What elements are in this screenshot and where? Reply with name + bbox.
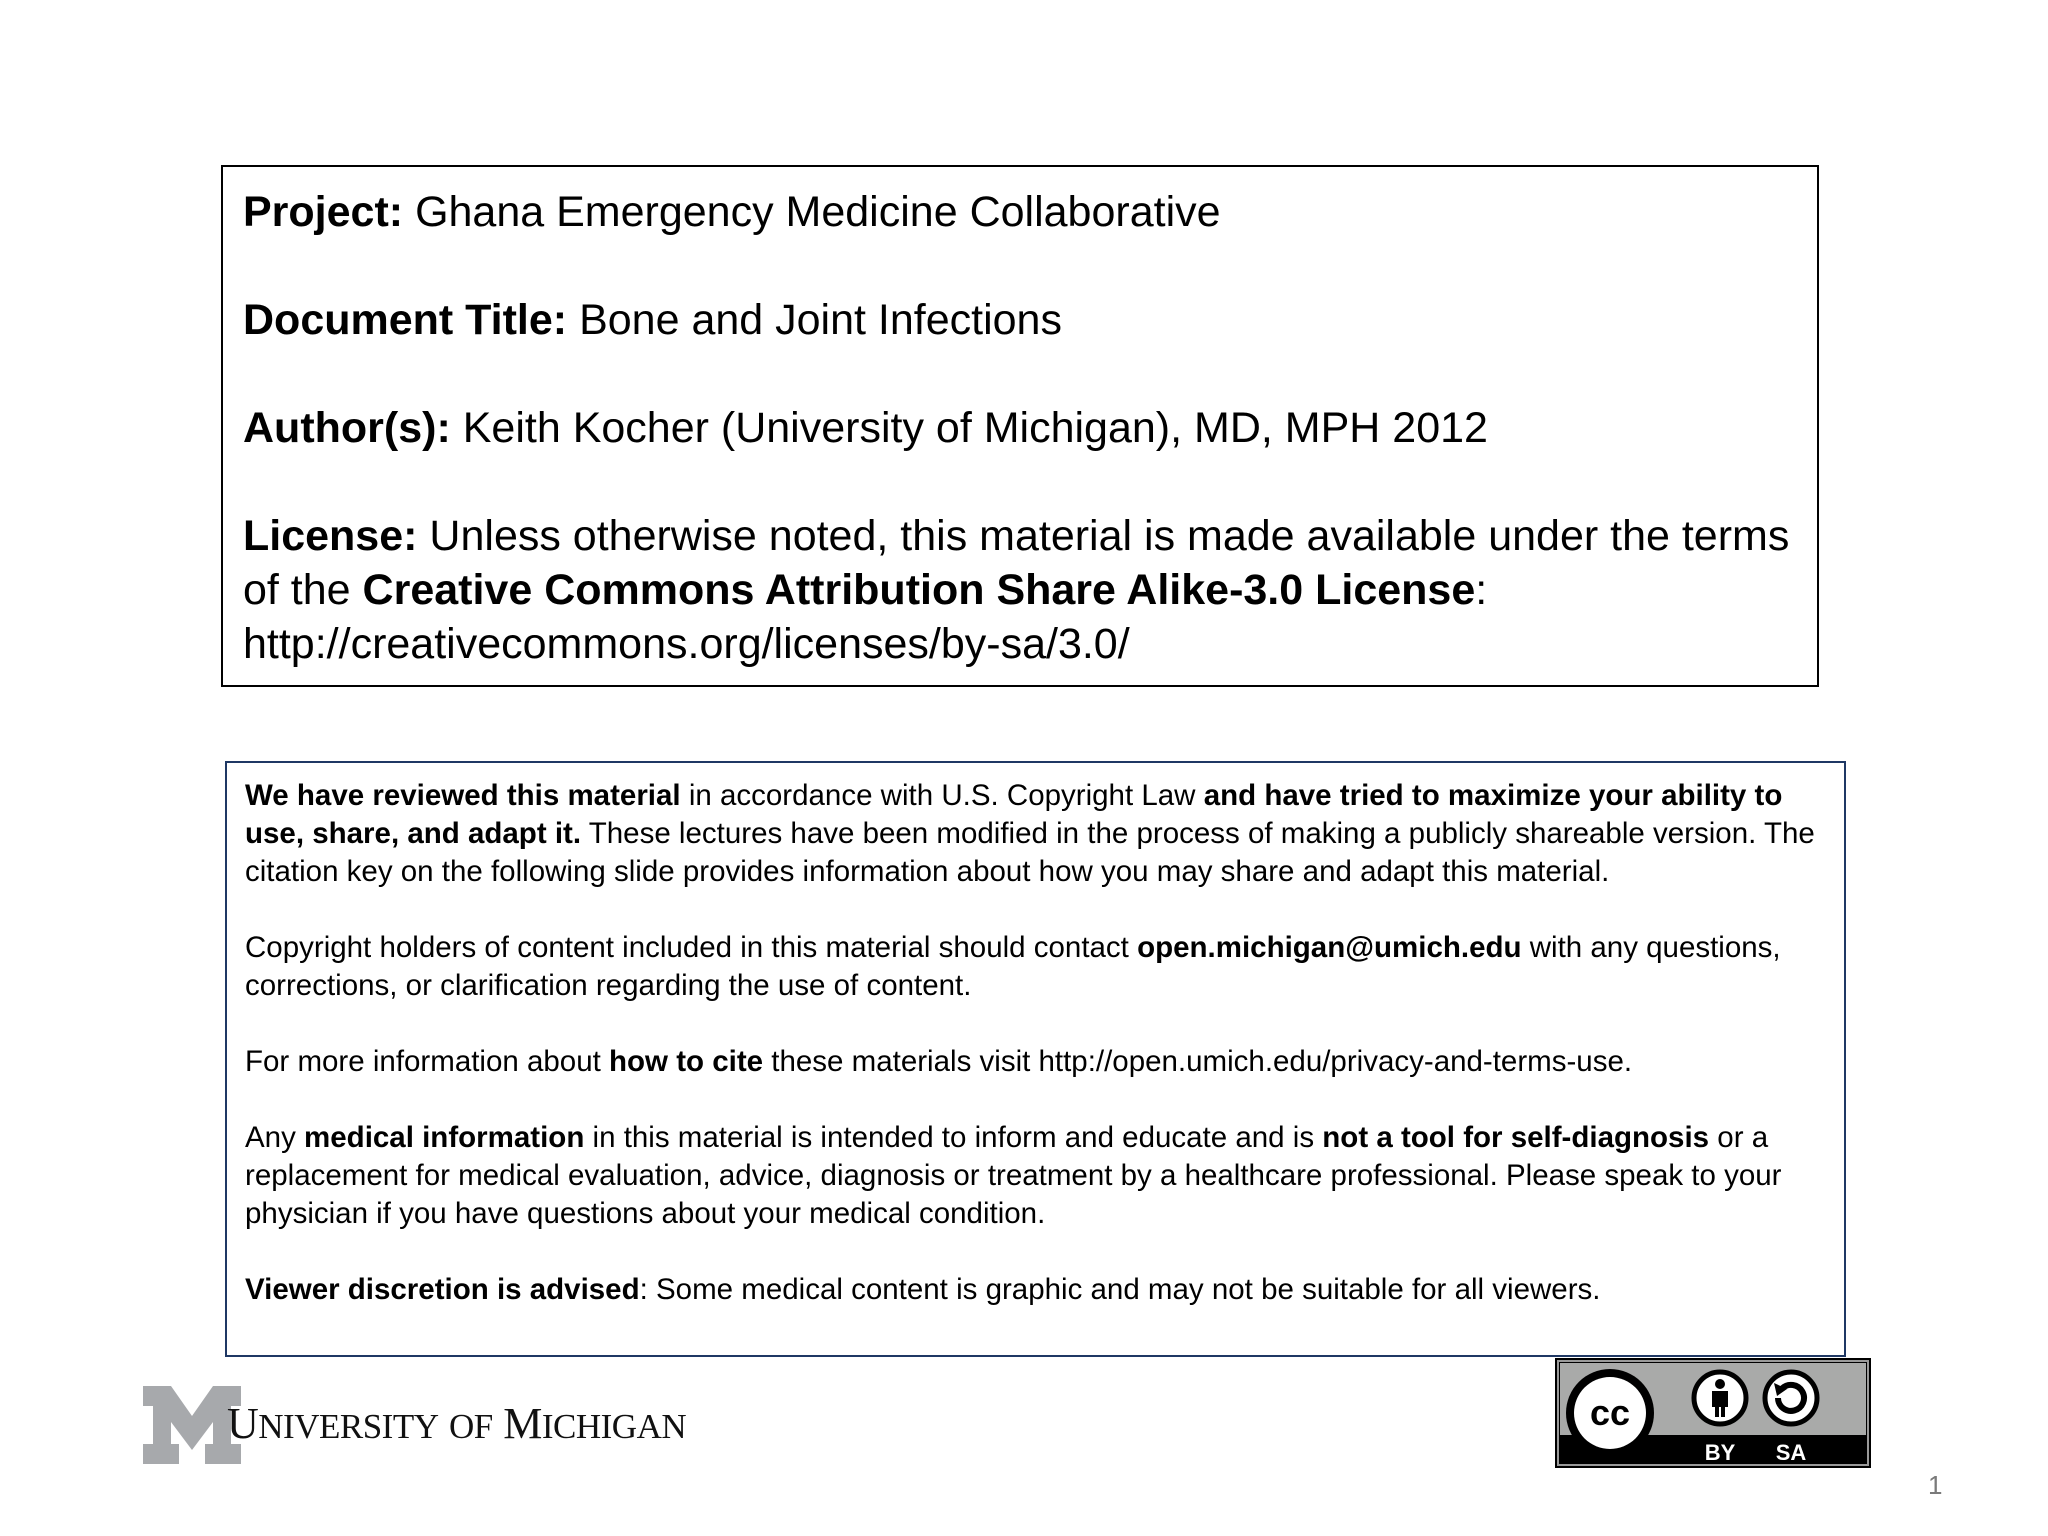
copyright-contact-paragraph xyxy=(245,929,1826,1005)
page-number: 1 xyxy=(1928,1470,1943,1500)
citation-text-1: For more information about xyxy=(245,1045,601,1078)
wordmark-ichigan: ICHIGAN xyxy=(541,1407,687,1446)
medical-bold-1: medical information xyxy=(304,1121,585,1154)
document-title-label: Document Title: xyxy=(243,296,568,344)
contact-text-2: with any questions, corrections, or clarification regarding the use of content. xyxy=(245,931,1781,1002)
discretion-text: : Some medical content is graphic and may not be suitable for all viewers. xyxy=(639,1273,1601,1306)
copyright-notice-box xyxy=(225,761,1846,1357)
cc-by-sa-badge xyxy=(1555,1358,1871,1468)
project-label: Project: xyxy=(243,188,404,236)
medical-disclaimer-paragraph xyxy=(245,1119,1826,1233)
review-text-1: in accordance with U.S. Copyright Law xyxy=(688,779,1196,812)
by-label: BY xyxy=(1704,1440,1736,1465)
attribution-icon xyxy=(1694,1372,1746,1424)
license-text: Unless otherwise noted, this material is made available under the terms of the xyxy=(243,512,1790,614)
university-of-michigan-logo xyxy=(143,1386,763,1466)
medical-bold-2: not a tool for self-diagnosis xyxy=(1322,1121,1710,1154)
discretion-bold: Viewer discretion is advised xyxy=(245,1273,640,1306)
citation-bold: how to cite xyxy=(609,1045,764,1078)
review-text-2: These lectures have been modified in the process of making a publicly shareable version. The citation key on the following slide provides information about how you may share and adapt this material. xyxy=(245,817,1815,888)
authors-label: Author(s): xyxy=(243,404,451,452)
sa-label: SA xyxy=(1775,1440,1807,1465)
medical-text-2: in this material is intended to inform and educate and is xyxy=(592,1121,1315,1154)
review-bold-1: We have reviewed this material xyxy=(245,779,681,812)
authors-value: Keith Kocher (University of Michigan), MD, MPH 2012 xyxy=(462,404,1488,452)
wordmark-of: OF xyxy=(449,1407,493,1446)
license-name: Creative Commons Attribution Share Alike-3.0 License xyxy=(362,566,1476,614)
medical-text-1: Any xyxy=(245,1121,296,1154)
review-paragraph xyxy=(245,777,1826,891)
cc-icon xyxy=(1566,1369,1654,1457)
citation-text-2: these materials visit http://open.umich.edu/privacy-and-terms-use. xyxy=(771,1045,1633,1078)
license-colon: : xyxy=(1475,566,1488,614)
document-info-box xyxy=(221,165,1819,687)
project-row xyxy=(243,185,1797,239)
contact-email: open.michigan@umich.edu xyxy=(1137,931,1522,964)
university-wordmark xyxy=(227,1394,686,1457)
review-bold-2: and have tried to maximize your ability to use, share, and adapt it. xyxy=(245,779,1783,850)
project-value: Ghana Emergency Medicine Collaborative xyxy=(415,188,1221,236)
wordmark-m: M xyxy=(503,1399,542,1448)
medical-text-3: or a replacement for medical evaluation, advice, diagnosis or treatment by a healthcare professional. Please speak to your physician if you have questions about your medical condition. xyxy=(245,1121,1782,1230)
license-label: License: xyxy=(243,512,418,560)
license-row xyxy=(243,509,1797,671)
authors-row xyxy=(243,401,1797,455)
cc-text: cc xyxy=(1589,1392,1631,1433)
share-alike-icon xyxy=(1765,1372,1817,1424)
wordmark-niversity: NIVERSITY xyxy=(258,1407,439,1446)
citation-paragraph xyxy=(245,1043,1826,1081)
contact-text-1: Copyright holders of content included in this material should contact xyxy=(245,931,1129,964)
viewer-discretion-paragraph xyxy=(245,1271,1826,1309)
license-url: http://creativecommons.org/licenses/by-sa/3.0/ xyxy=(243,620,1130,668)
wordmark-u: U xyxy=(227,1399,259,1448)
document-title-value: Bone and Joint Infections xyxy=(579,296,1062,344)
document-title-row xyxy=(243,293,1797,347)
